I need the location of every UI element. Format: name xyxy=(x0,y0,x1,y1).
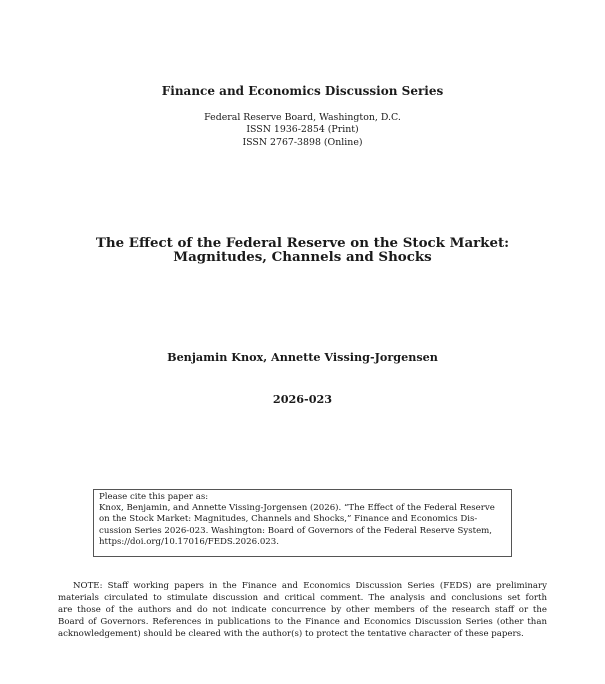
paper-title-line-2: Magnitudes, Channels and Shocks xyxy=(173,249,432,266)
paper-authors: Benjamin Knox, Annette Vissing-Jorgensen xyxy=(167,350,438,364)
citation-line: Knox, Benjamin, and Annette Vissing-Jorgensen (2026). “The Effect of the Federal Reserve xyxy=(99,503,495,514)
series-title: Finance and Economics Discussion Series xyxy=(161,84,444,98)
issn-online: ISSN 2767-3898 (Online) xyxy=(242,136,363,148)
staff-note xyxy=(58,580,547,640)
publisher-block xyxy=(0,112,605,149)
note-line: acknowledgement) should be cleared with the author(s) to protect the tentative character of these papers. xyxy=(58,629,524,640)
citation-heading: Please cite this paper as: xyxy=(99,492,209,502)
citation-line: on the Stock Market: Magnitudes, Channels and Shocks,” Finance and Economics Dis- xyxy=(99,514,478,525)
paper-title-line-1: The Effect of the Federal Reserve on the Stock Market: xyxy=(95,235,510,251)
note-line: NOTE: Staff working papers in the Finance and Economics Discussion Series (FEDS) are preliminary xyxy=(73,581,547,591)
paper-number: 2026-023 xyxy=(272,392,333,406)
paper-title xyxy=(0,236,605,264)
issn-print: ISSN 1936-2854 (Print) xyxy=(246,124,359,136)
citation-line: cussion Series 2026-023. Washington: Board of Governors of the Federal Reserve System, xyxy=(99,525,493,536)
citation-box xyxy=(93,489,512,557)
citation-doi: https://doi.org/10.17016/FEDS.2026.023. xyxy=(99,536,279,547)
publisher-line: Federal Reserve Board, Washington, D.C. xyxy=(204,112,401,123)
note-line: are those of the authors and do not indicate concurrence by other members of the research staff or the xyxy=(58,605,547,616)
note-line: materials circulated to stimulate discussion and critical comment. The analysis and conclusions set forth xyxy=(58,593,547,604)
note-line: Board of Governors. References in publications to the Finance and Economics Discussion Series (other than xyxy=(58,617,547,628)
